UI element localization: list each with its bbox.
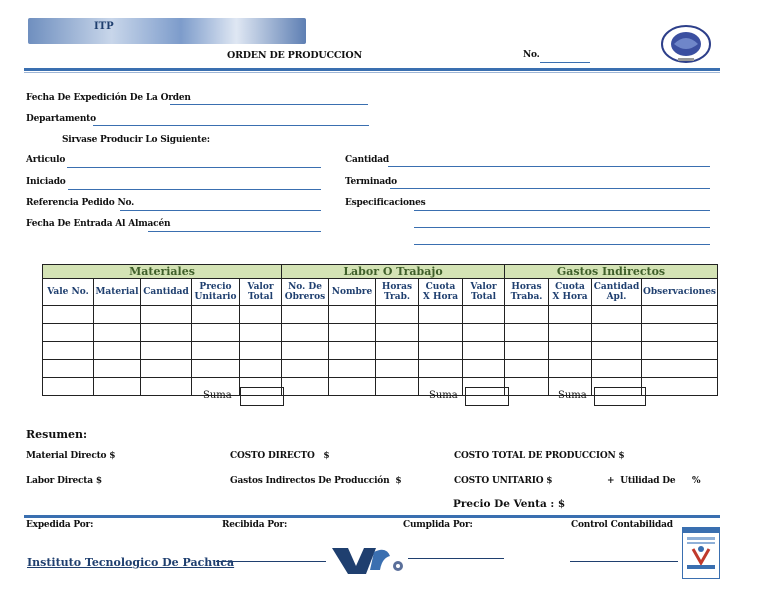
recibida-label: Recibida Por: (222, 520, 288, 530)
column-header-line: Traba. (510, 292, 543, 302)
table-cell[interactable] (463, 360, 505, 378)
column-header (376, 279, 419, 306)
table-cell[interactable] (329, 306, 376, 324)
column-header (505, 279, 549, 306)
table-cell[interactable] (240, 342, 282, 360)
table-cell[interactable] (505, 324, 549, 342)
column-header (94, 279, 141, 306)
column-header (282, 279, 329, 306)
table-cell[interactable] (192, 360, 240, 378)
suma-materiales-label: Suma (203, 390, 232, 401)
table-cell[interactable] (94, 360, 141, 378)
table-cell[interactable] (94, 342, 141, 360)
column-header-line: Obreros (284, 292, 326, 302)
material-directo-label: Material Directo $ (26, 451, 116, 461)
table-cell[interactable] (592, 360, 642, 378)
table-cell[interactable] (240, 324, 282, 342)
table-cell[interactable] (94, 378, 141, 396)
number-field[interactable] (540, 62, 590, 63)
costo-directo-label: COSTO DIRECTO $ (230, 451, 330, 461)
table-cell[interactable] (463, 342, 505, 360)
table-cell[interactable] (141, 378, 192, 396)
control-signature-line[interactable] (570, 561, 678, 562)
suma-gastos-field[interactable] (594, 387, 646, 406)
table-cell[interactable] (282, 378, 329, 396)
referencia-field[interactable] (120, 210, 321, 211)
especificaciones-label: Especificaciones (345, 198, 426, 208)
column-header (419, 279, 463, 306)
table-cell[interactable] (419, 324, 463, 342)
resumen-title: Resumen: (26, 428, 88, 441)
number-label: No. (523, 50, 540, 60)
especificaciones-field-3[interactable] (414, 244, 710, 245)
table-cell[interactable] (43, 360, 94, 378)
itp-logo-text: ITP (94, 21, 114, 32)
table-cell[interactable] (592, 324, 642, 342)
column-header-line: X Hora (422, 292, 459, 302)
table-cell[interactable] (642, 378, 718, 396)
departamento-label: Departamento (26, 114, 96, 124)
iniciado-label: Iniciado (26, 177, 66, 187)
cost-table (42, 264, 718, 396)
fecha-expedicion-label: Fecha De Expedición De La Orden (26, 93, 191, 103)
column-header (463, 279, 505, 306)
table-cell[interactable] (419, 306, 463, 324)
table-cell[interactable] (642, 360, 718, 378)
labor-directa-label: Labor Directa $ (26, 476, 102, 486)
table-cell[interactable] (240, 360, 282, 378)
table-cell[interactable] (282, 306, 329, 324)
table-cell[interactable] (549, 306, 592, 324)
suma-gastos-label: Suma (558, 390, 587, 401)
fecha-entrada-label: Fecha De Entrada Al Almacén (26, 219, 171, 229)
column-header (43, 279, 94, 306)
table-cell[interactable] (642, 306, 718, 324)
column-header-line: Horas (381, 282, 413, 292)
column-header-line: Valor (470, 282, 497, 292)
column-header-line: Observaciones (643, 287, 716, 297)
terminado-field[interactable] (390, 188, 710, 189)
column-header-line: X Hora (552, 292, 588, 302)
table-cell[interactable] (549, 324, 592, 342)
table-cell[interactable] (141, 306, 192, 324)
table-row (43, 342, 718, 360)
fecha-entrada-field[interactable] (148, 231, 321, 232)
column-header-line: Trab. (383, 292, 411, 302)
table-cell[interactable] (463, 324, 505, 342)
fecha-expedicion-field[interactable] (170, 104, 368, 105)
column-header-line: Unitario (194, 292, 237, 302)
column-header-line: Vale No. (47, 287, 89, 297)
table-cell[interactable] (376, 342, 419, 360)
table-cell[interactable] (419, 360, 463, 378)
column-header-line: Cuota (425, 282, 456, 292)
column-header-line: Total (247, 292, 274, 302)
column-header-line: Material (95, 287, 139, 297)
footer-divider (24, 515, 720, 518)
cumplida-signature-line[interactable] (408, 558, 504, 559)
table-cell[interactable] (43, 342, 94, 360)
cantidad-field[interactable] (388, 166, 710, 167)
terminado-label: Terminado (345, 177, 397, 187)
eagle-emblem-logo (330, 544, 408, 578)
gastos-indirectos-label: Gastos Indirectos De Producción $ (230, 476, 402, 486)
table-cell[interactable] (141, 324, 192, 342)
costo-unitario-label: COSTO UNITARIO $ (454, 476, 553, 486)
table-cell[interactable] (642, 324, 718, 342)
column-header-line: Horas (511, 282, 542, 292)
articulo-field[interactable] (67, 167, 321, 168)
table-row (43, 360, 718, 378)
group-labor: Labor O Trabajo (282, 265, 505, 279)
itp-banner-logo (28, 18, 306, 44)
table-cell[interactable] (141, 360, 192, 378)
table-cell[interactable] (592, 342, 642, 360)
recibida-signature-line[interactable] (216, 561, 326, 562)
precio-venta-label: Precio De Venta : $ (453, 498, 566, 510)
table-cell[interactable] (192, 324, 240, 342)
table-cell[interactable] (282, 342, 329, 360)
sgc-certification-logo (682, 527, 720, 579)
table-cell[interactable] (549, 342, 592, 360)
table-cell[interactable] (505, 360, 549, 378)
column-header-line: Valor (247, 282, 274, 292)
column-header (329, 279, 376, 306)
column-header-line: Cuota (555, 282, 585, 292)
table-cell[interactable] (329, 342, 376, 360)
table-cell[interactable] (43, 378, 94, 396)
suma-labor-label: Suma (429, 390, 458, 401)
referencia-label: Referencia Pedido No. (26, 198, 135, 208)
institute-link[interactable]: Instituto Tecnologico De Pachuca (27, 556, 235, 569)
percent-label: % (692, 476, 701, 486)
table-cell[interactable] (592, 306, 642, 324)
utilidad-label: + Utilidad De (607, 476, 676, 486)
group-gastos: Gastos Indirectos (505, 265, 718, 279)
table-cell[interactable] (192, 306, 240, 324)
column-header (240, 279, 282, 306)
table-cell[interactable] (282, 324, 329, 342)
table-cell[interactable] (94, 324, 141, 342)
table-cell[interactable] (329, 324, 376, 342)
departamento-field[interactable] (93, 125, 369, 126)
column-header-line: No. De (288, 282, 322, 292)
table-cell[interactable] (376, 378, 419, 396)
table-cell[interactable] (282, 360, 329, 378)
column-header-line: Total (470, 292, 497, 302)
column-header-line: Nombre (331, 287, 373, 297)
group-materiales: Materiales (43, 265, 282, 279)
column-header (642, 279, 718, 306)
column-header (549, 279, 592, 306)
cumplida-label: Cumplida Por: (403, 520, 473, 530)
suma-labor-field[interactable] (465, 387, 509, 406)
especificaciones-field-2[interactable] (414, 227, 710, 228)
iniciado-field[interactable] (68, 189, 321, 190)
table-cell[interactable] (43, 306, 94, 324)
table-cell[interactable] (549, 360, 592, 378)
table-cell[interactable] (642, 342, 718, 360)
table-cell[interactable] (141, 342, 192, 360)
column-header-line: Precio (199, 282, 232, 292)
table-row (43, 324, 718, 342)
column-header (192, 279, 240, 306)
header-divider-thin (24, 72, 720, 73)
table-cell[interactable] (376, 360, 419, 378)
table-cell[interactable] (505, 378, 549, 396)
control-label: Control Contabilidad (571, 520, 673, 530)
suma-materiales-field[interactable] (240, 387, 284, 406)
articulo-label: Articulo (26, 155, 66, 165)
costo-total-label: COSTO TOTAL DE PRODUCCION $ (454, 451, 625, 461)
table-cell[interactable] (240, 306, 282, 324)
column-header-line: Apl. (606, 292, 627, 302)
table-cell[interactable] (192, 342, 240, 360)
table-cell[interactable] (505, 306, 549, 324)
table-cell[interactable] (94, 306, 141, 324)
table-cell[interactable] (419, 342, 463, 360)
column-header (141, 279, 192, 306)
table-row (43, 306, 718, 324)
table-cell[interactable] (463, 306, 505, 324)
column-header (592, 279, 642, 306)
table-cell[interactable] (376, 324, 419, 342)
table-cell[interactable] (505, 342, 549, 360)
table-cell[interactable] (43, 324, 94, 342)
column-header-line: Cantidad (593, 282, 640, 292)
table-cell[interactable] (376, 306, 419, 324)
column-header-line: Cantidad (143, 287, 189, 297)
table-cell[interactable] (329, 378, 376, 396)
especificaciones-field-1[interactable] (414, 210, 710, 211)
expedida-label: Expedida Por: (26, 520, 94, 530)
document-title: ORDEN DE PRODUCCION (227, 50, 362, 61)
cantidad-label: Cantidad (345, 155, 389, 165)
table-cell[interactable] (329, 360, 376, 378)
sirvase-label: Sirvase Producir Lo Siguiente: (62, 135, 210, 145)
header-divider (24, 68, 720, 71)
seal-logo (660, 24, 712, 64)
